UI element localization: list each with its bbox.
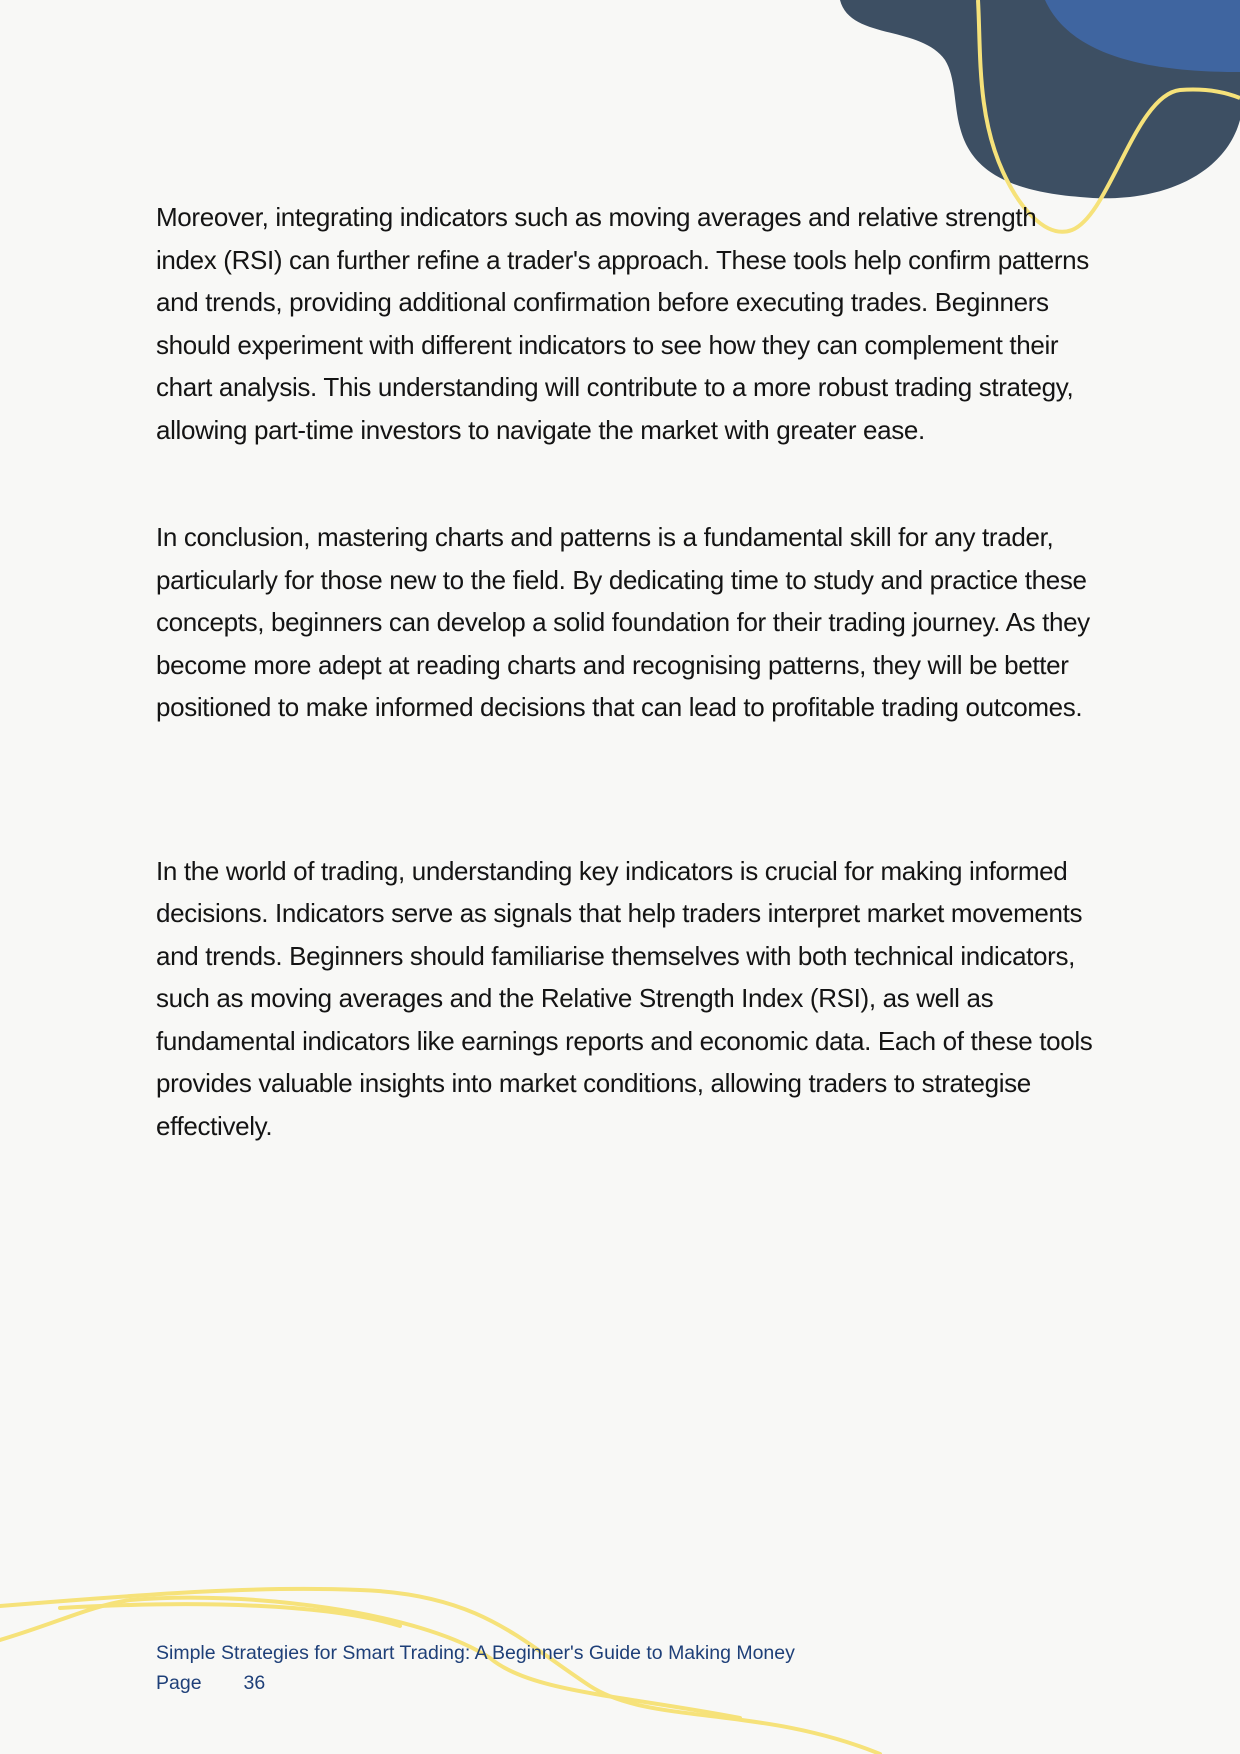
- paragraph-conclusion: In conclusion, mastering charts and patterns is a fundamental skill for any trader, particularly for those new to the field. By dedicating time to study and practice these concepts, beginners can develop a solid foundation for their trading journey. As they become more adept at reading charts and recognising patterns, they will be better positioned to make informed decisions that can lead to profitable trading outcomes.: [156, 522, 1090, 722]
- book-title: Simple Strategies for Smart Trading: A Beginner's Guide to Making Money: [156, 1642, 795, 1664]
- page-footer: [156, 1638, 795, 1698]
- page-label: Page: [156, 1672, 202, 1694]
- page-number: 36: [243, 1672, 266, 1694]
- page-number-row: [156, 1668, 795, 1698]
- document-body: [156, 196, 1096, 1147]
- paragraph-key-indicators: In the world of trading, understanding key indicators is crucial for making informed decisions. Indicators serve as signals that help traders interpret market movements and trends. Beginners should familiarise themselves with both technical indicators, such as moving averages and the Relative Strength Index (RSI), as well as fundamental indicators like earnings reports and economic data. Each of these tools provides valuable insights into market conditions, allowing traders to strategise effectively.: [156, 855, 1093, 1141]
- paragraph-indicators-refine: Moreover, integrating indicators such as moving averages and relative strength index (RSI) can further refine a trader's approach. These tools help confirm patterns and trends, providing additional confirmation before executing trades. Beginners should experiment with different indicators to see how they can complement their chart analysis. This understanding will contribute to a more robust trading strategy, allowing part-time investors to navigate the market with greater ease.: [156, 202, 1089, 445]
